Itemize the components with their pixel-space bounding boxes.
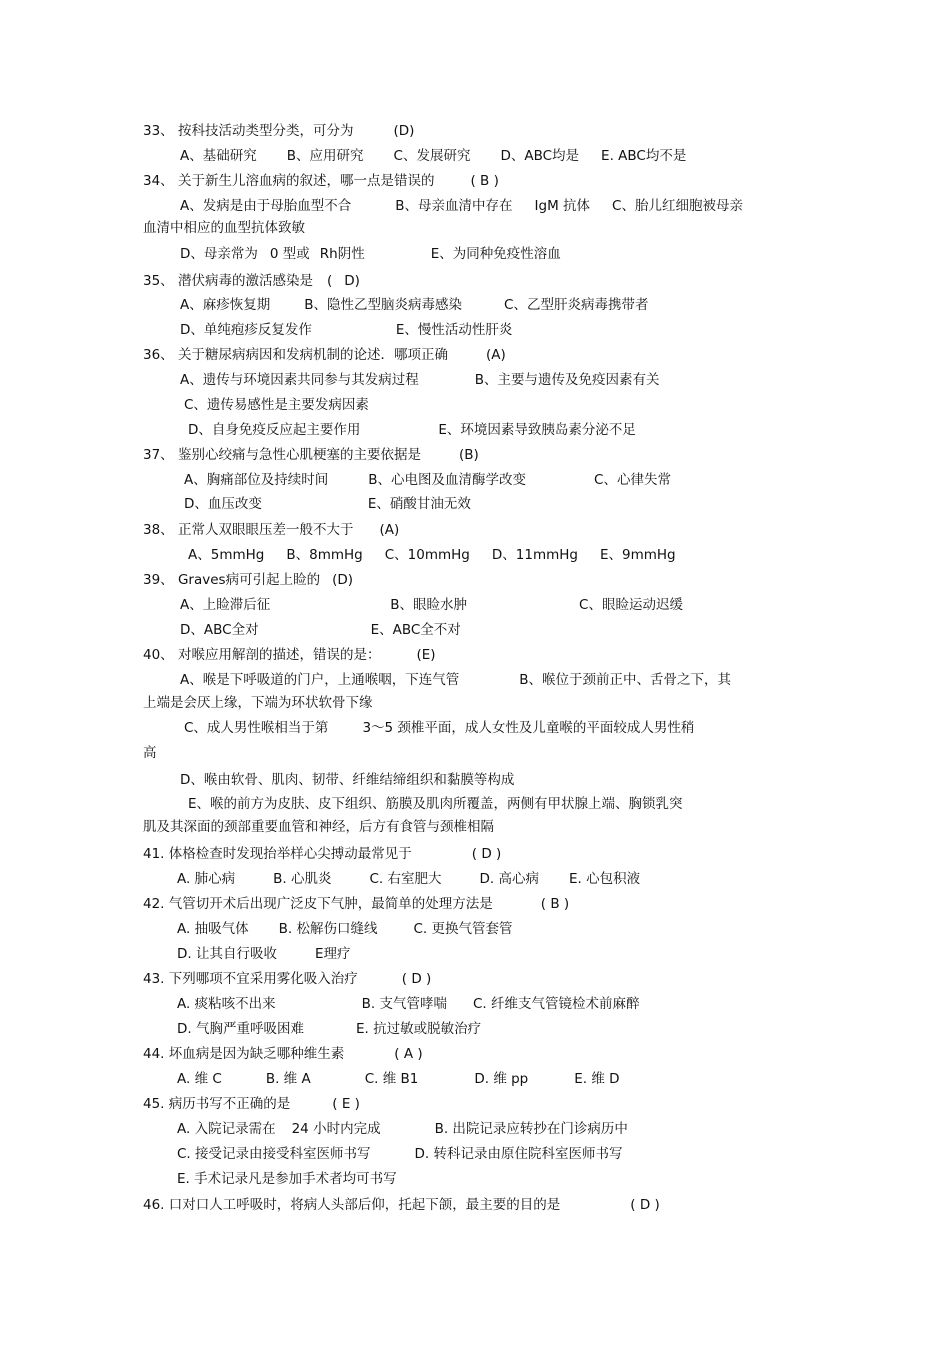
answer-key: (A) — [379, 522, 400, 538]
option-a: A、发病是由于母胎血型不合 — [180, 198, 352, 214]
option-e: E、为同种免疫性溶血 — [430, 246, 561, 262]
answer-key: (D) — [332, 572, 354, 588]
option-e: E. 心包积液 — [568, 871, 641, 887]
question-37 — [143, 446, 479, 464]
option-a: A、5mmHg — [188, 547, 265, 563]
option-c: C、眼睑运动迟缓 — [579, 597, 683, 613]
option-a: A. 抽吸气体 — [177, 921, 249, 937]
answer-paren: ( — [326, 273, 333, 289]
option-d: D、单纯疱疹反复发作 — [180, 322, 312, 338]
option-d: D. 让其自行吸收 — [177, 946, 277, 962]
options-40-line1 — [180, 671, 731, 689]
option-e: E. 抗过敏或脱敏治疗 — [355, 1021, 482, 1037]
question-text: 41. 体格检查时发现抬举样心尖搏动最常见于 — [143, 846, 412, 862]
option-d: D、11mmHg — [491, 547, 578, 563]
option-c: C. 纤维支气管镜检术前麻醉 — [472, 996, 640, 1012]
option-c: C、成人男性喉相当于第 — [184, 720, 329, 736]
option-d: D. 气胸严重呼吸困难 — [177, 1021, 304, 1037]
question-text: 34、 关于新生儿溶血病的叙述，哪一点是错误的 — [143, 173, 435, 189]
option-e-cont: 肌及其深面的颈部重要血管和神经，后方有食管与颈椎相隔 — [143, 819, 494, 835]
option-e: E. 维 D — [574, 1071, 620, 1087]
options-36-line1 — [180, 371, 660, 389]
option-c-cont: 血清中相应的血型抗体致敏 — [143, 220, 305, 236]
option-d: D. 维 pp — [474, 1071, 529, 1087]
option-d: D. 高心病 — [479, 871, 539, 887]
option-c: C、10mmHg — [384, 547, 470, 563]
options-35-line1 — [180, 296, 648, 314]
option-d: D、ABC均是 — [500, 148, 580, 164]
options-40-line3 — [184, 719, 694, 737]
answer-key: ( A ) — [394, 1046, 423, 1062]
option-c: C. 更换气管套管 — [413, 921, 513, 937]
option-c: C、心律失常 — [594, 472, 671, 488]
question-text: 38、 正常人双眼眼压差一般不大于 — [143, 522, 354, 538]
question-44 — [143, 1045, 423, 1063]
answer-key: (E) — [416, 647, 436, 663]
option-b: B、应用研究 — [286, 148, 364, 164]
option-b: B、心电图及血清酶学改变 — [368, 472, 527, 488]
option-d: D、血压改变 — [184, 496, 262, 512]
options-37-line2 — [184, 495, 471, 513]
options-40-line2 — [143, 694, 373, 712]
option-b: B、喉位于颈前正中、舌骨之下，其 — [519, 672, 732, 688]
question-43 — [143, 970, 431, 988]
option-c: C、遗传易感性是主要发病因素 — [184, 397, 369, 413]
option-c: C、胎儿红细胞被母亲 — [612, 198, 743, 214]
option-d: D、喉由软骨、肌肉、韧带、纤维结缔组织和黏膜等构成 — [180, 772, 515, 788]
option-a: A、上睑滞后征 — [180, 597, 271, 613]
question-39 — [143, 571, 353, 589]
options-38 — [188, 546, 676, 564]
answer-key: D) — [344, 273, 360, 289]
option-a: A. 肺心病 — [177, 871, 236, 887]
option-e: E. 手术记录凡是参加手术者均可书写 — [177, 1171, 397, 1187]
options-42-line2 — [177, 945, 351, 963]
options-36-line3 — [188, 421, 636, 439]
option-c: C、发展研究 — [393, 148, 471, 164]
answer-key: (B) — [458, 447, 479, 463]
option-c: C. 接受记录由接受科室医师书写 — [177, 1146, 371, 1162]
question-text: 36、 关于糖尿病病因和发病机制的论述．哪项正确 — [143, 347, 448, 363]
question-text: 45. 病历书写不正确的是 — [143, 1096, 291, 1112]
options-40-line7 — [143, 818, 494, 836]
option-a: A. 维 C — [177, 1071, 222, 1087]
option-e: E、9mmHg — [599, 547, 676, 563]
options-40-line6 — [188, 795, 683, 813]
question-text: 33、 按科技活动类型分类，可分为 — [143, 123, 354, 139]
answer-key: ( D ) — [401, 971, 432, 987]
options-43-line1 — [177, 995, 639, 1013]
options-44 — [177, 1070, 620, 1088]
options-35-line2 — [180, 321, 512, 339]
answer-key: (D) — [393, 123, 415, 139]
answer-key: (A) — [485, 347, 506, 363]
options-39-line2 — [180, 621, 461, 639]
question-34 — [143, 172, 499, 190]
question-text: 43. 下列哪项不宜采用雾化吸入治疗 — [143, 971, 358, 987]
option-c-cont2: 高 — [143, 745, 157, 761]
option-b: B、8mmHg — [286, 547, 363, 563]
question-40 — [143, 646, 436, 664]
option-e: E、环境因素导致胰岛素分泌不足 — [438, 422, 636, 438]
question-35 — [143, 272, 360, 290]
question-38 — [143, 521, 399, 539]
option-c: C. 维 B1 — [364, 1071, 419, 1087]
question-33 — [143, 122, 414, 140]
option-d: D. 转科记录由原住院科室医师书写 — [414, 1146, 623, 1162]
option-b: B. 支气管哮喘 — [361, 996, 447, 1012]
answer-key: ( B ) — [470, 173, 499, 189]
options-39-line1 — [180, 596, 683, 614]
option-c-cont: 3～5 颈椎平面，成人女性及儿童喉的平面较成人男性稍 — [362, 720, 695, 736]
option-a: A. 入院记录需在 — [177, 1121, 276, 1137]
option-d-cont: 0 型或 — [269, 246, 310, 262]
options-33 — [180, 147, 686, 165]
options-45-line1 — [177, 1120, 628, 1138]
question-45 — [143, 1095, 360, 1113]
option-b-cont: 上端是会厌上缘，下端为环状软骨下缘 — [143, 695, 373, 711]
option-e: E、慢性活动性肝炎 — [395, 322, 513, 338]
options-34-line1 — [180, 197, 743, 215]
option-a: A、喉是下呼吸道的门户，上通喉咽，下连气管 — [180, 672, 460, 688]
option-d: D、自身免疫反应起主要作用 — [188, 422, 361, 438]
options-42-line1 — [177, 920, 512, 938]
question-41 — [143, 845, 501, 863]
options-41 — [177, 870, 640, 888]
option-b: B. 松解伤口缝线 — [278, 921, 378, 937]
answer-key: ( D ) — [471, 846, 502, 862]
question-42 — [143, 895, 569, 913]
option-b-cont: IgM 抗体 — [534, 198, 591, 214]
question-46 — [143, 1196, 660, 1214]
option-a: A、胸痛部位及持续时间 — [184, 472, 329, 488]
option-e: E、喉的前方为皮肤、皮下组织、筋膜及肌肉所覆盖，两侧有甲状腺上端、胸锁乳突 — [188, 796, 683, 812]
options-34-line3 — [180, 245, 561, 263]
option-d: D、母亲常为 — [180, 246, 258, 262]
question-text: 42. 气管切开术后出现广泛皮下气肿，最简单的处理方法是 — [143, 896, 493, 912]
question-text: 39、 Graves病可引起上睑的 — [143, 572, 321, 588]
option-b: B、眼睑水肿 — [390, 597, 468, 613]
option-d-cont2: Rh阴性 — [319, 246, 365, 262]
options-36-line2 — [184, 396, 369, 414]
option-e: E、硝酸甘油无效 — [367, 496, 471, 512]
answer-key: ( B ) — [540, 896, 570, 912]
answer-key: ( E ) — [332, 1096, 360, 1112]
options-34-line2 — [143, 219, 305, 237]
options-45-line2 — [177, 1145, 623, 1163]
question-text: 46. 口对口人工呼吸时，将病人头部后仰，托起下颌，最主要的目的是 — [143, 1197, 561, 1213]
option-a: A、遗传与环境因素共同参与其发病过程 — [180, 372, 419, 388]
options-43-line2 — [177, 1020, 481, 1038]
option-a: A、基础研究 — [180, 148, 257, 164]
option-b: B. 维 A — [265, 1071, 311, 1087]
options-40-line5 — [180, 771, 514, 789]
question-text: 40、 对喉应用解剖的描述，错误的是： — [143, 647, 381, 663]
question-36 — [143, 346, 506, 364]
options-37-line1 — [184, 471, 671, 489]
question-text: 37、 鉴别心绞痛与急性心肌梗塞的主要依据是 — [143, 447, 421, 463]
answer-key: ( D ) — [630, 1197, 660, 1213]
question-text: 35、 潜伏病毒的激活感染是 — [143, 273, 313, 289]
option-a-cont: 24 小时内完成 — [291, 1121, 381, 1137]
option-b: B. 出院记录应转抄在门诊病历中 — [434, 1121, 628, 1137]
option-c: C、乙型肝炎病毒携带者 — [504, 297, 649, 313]
option-e: E理疗 — [314, 946, 351, 962]
option-a: A. 痰粘咳不出来 — [177, 996, 276, 1012]
option-b: B、主要与遗传及免疫因素有关 — [474, 372, 660, 388]
option-e: E、ABC全不对 — [370, 622, 461, 638]
options-45-line3 — [177, 1170, 397, 1188]
question-text: 44. 坏血病是因为缺乏哪种维生素 — [143, 1046, 345, 1062]
option-a: A、麻疹恢复期 — [180, 297, 271, 313]
option-b: B、隐性乙型脑炎病毒感染 — [304, 297, 463, 313]
option-b: B、母亲血清中存在 — [395, 198, 513, 214]
option-c: C. 右室肥大 — [369, 871, 442, 887]
option-e: E. ABC均不是 — [601, 148, 687, 164]
options-40-line4 — [143, 744, 157, 762]
option-d: D、ABC全对 — [180, 622, 259, 638]
option-b: B. 心肌炎 — [273, 871, 332, 887]
